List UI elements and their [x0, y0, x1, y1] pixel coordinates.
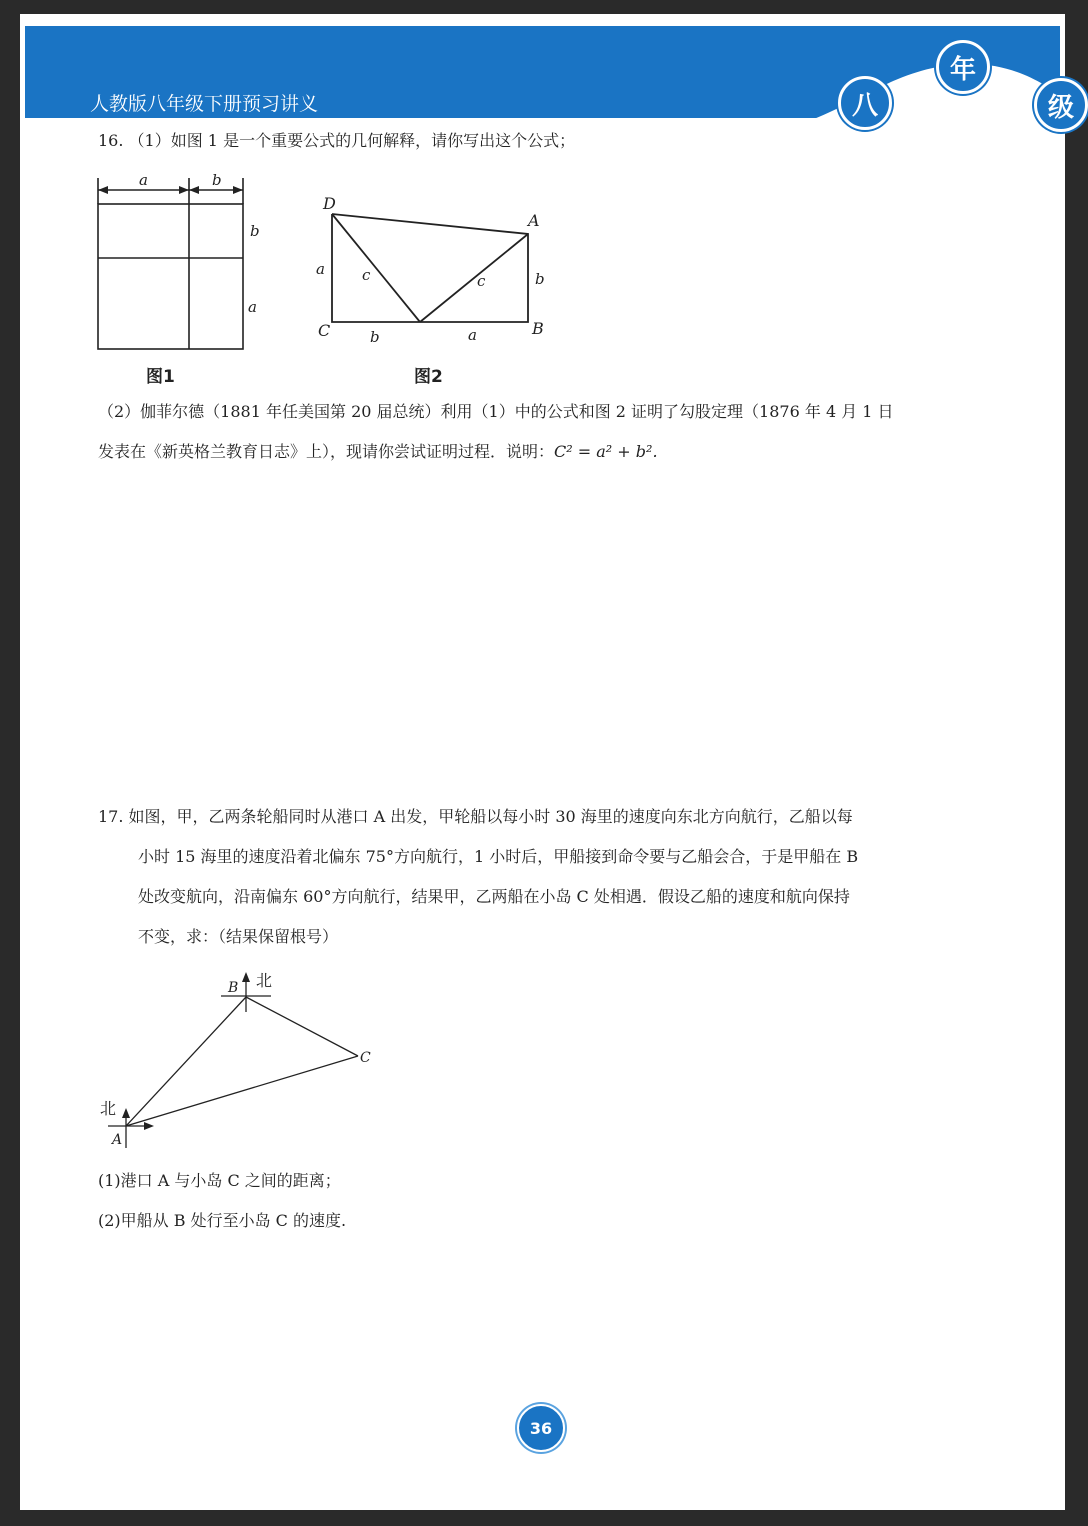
q17-line2: 小时 15 海里的速度沿着北偏东 75°方向航行，1 小时后，甲船接到命令要与乙船会合，于是甲船在 B — [138, 847, 859, 866]
grade-badge-1: 八 — [838, 76, 892, 130]
q17-subquestions — [98, 1161, 346, 1241]
fig1-label-a-top: a — [139, 171, 148, 189]
grade-badge-2: 年 — [936, 40, 990, 94]
q16-line1: 16. （1）如图 1 是一个重要公式的几何解释，请你写出这个公式； — [98, 131, 576, 150]
q17-line1: 17. 如图，甲，乙两条轮船同时从港口 A 出发，甲轮船以每小时 30 海里的速度向东北方向航行，乙船以每 — [98, 807, 853, 826]
fig2-label-a-bottom: a — [468, 326, 477, 344]
fig2-caption: 图2 — [414, 367, 443, 387]
fig2-vertex-B: B — [532, 319, 544, 338]
q16-part2-block — [98, 392, 894, 472]
fig2-label-b-bottom: b — [370, 328, 380, 346]
grade-badge-3: 级 — [1034, 78, 1088, 132]
fig2-vertex-D: D — [323, 194, 336, 213]
fig2-vertex-A: A — [528, 211, 540, 230]
q17-line4: 不变，求：（结果保留根号） — [138, 927, 339, 946]
fig2-label-b-right: b — [535, 270, 545, 288]
fig2-label-c2: c — [477, 272, 486, 290]
fig1-label-a-right: a — [248, 298, 257, 316]
q17-label-B: B — [228, 980, 239, 996]
fig1-label-b-right: b — [250, 222, 260, 240]
q16-formula: C² = a² + b². — [554, 442, 658, 461]
q17-label-north-B: 北 — [256, 971, 273, 990]
fig2-label-a-left: a — [316, 260, 325, 278]
q16-line2: （2）伽菲尔德（1881 年任美国第 20 届总统）利用（1）中的公式和图 2 证明了勾股定理（1876 年 4 月 1 日 — [98, 402, 894, 421]
fig1-caption: 图1 — [146, 367, 175, 387]
fig1-label-b-top: b — [212, 171, 222, 189]
q17-label-north-A: 北 — [100, 1099, 117, 1118]
figure-q17 — [96, 964, 396, 1158]
figure-2 — [310, 192, 570, 356]
q17-sub1: (1)港口 A 与小岛 C 之间的距离； — [98, 1171, 341, 1190]
document-page — [20, 14, 1074, 1510]
page-number-badge: 36 — [517, 1404, 565, 1452]
q16-line3-wrap — [98, 432, 894, 472]
fig2-vertex-C: C — [318, 321, 331, 340]
fig1-square — [98, 204, 243, 349]
q17-sub2: (2)甲船从 B 处行至小岛 C 的速度. — [98, 1211, 347, 1230]
fig2-label-c1: c — [362, 266, 371, 284]
q17-label-C: C — [360, 1050, 371, 1066]
header-title: 人教版八年级下册预习讲义 — [90, 93, 319, 115]
q17-label-A: A — [112, 1132, 123, 1148]
figure-1 — [94, 171, 269, 358]
q16-line3: 发表在《新英格兰教育日志》上），现请你尝试证明过程．说明： — [98, 442, 555, 461]
q17-block — [98, 797, 858, 957]
q17-line3: 处改变航向，沿南偏东 60°方向航行，结果甲，乙两船在小岛 C 处相遇．假设乙船的速度和航向保持 — [138, 887, 850, 906]
q16-line1-block — [98, 121, 575, 161]
